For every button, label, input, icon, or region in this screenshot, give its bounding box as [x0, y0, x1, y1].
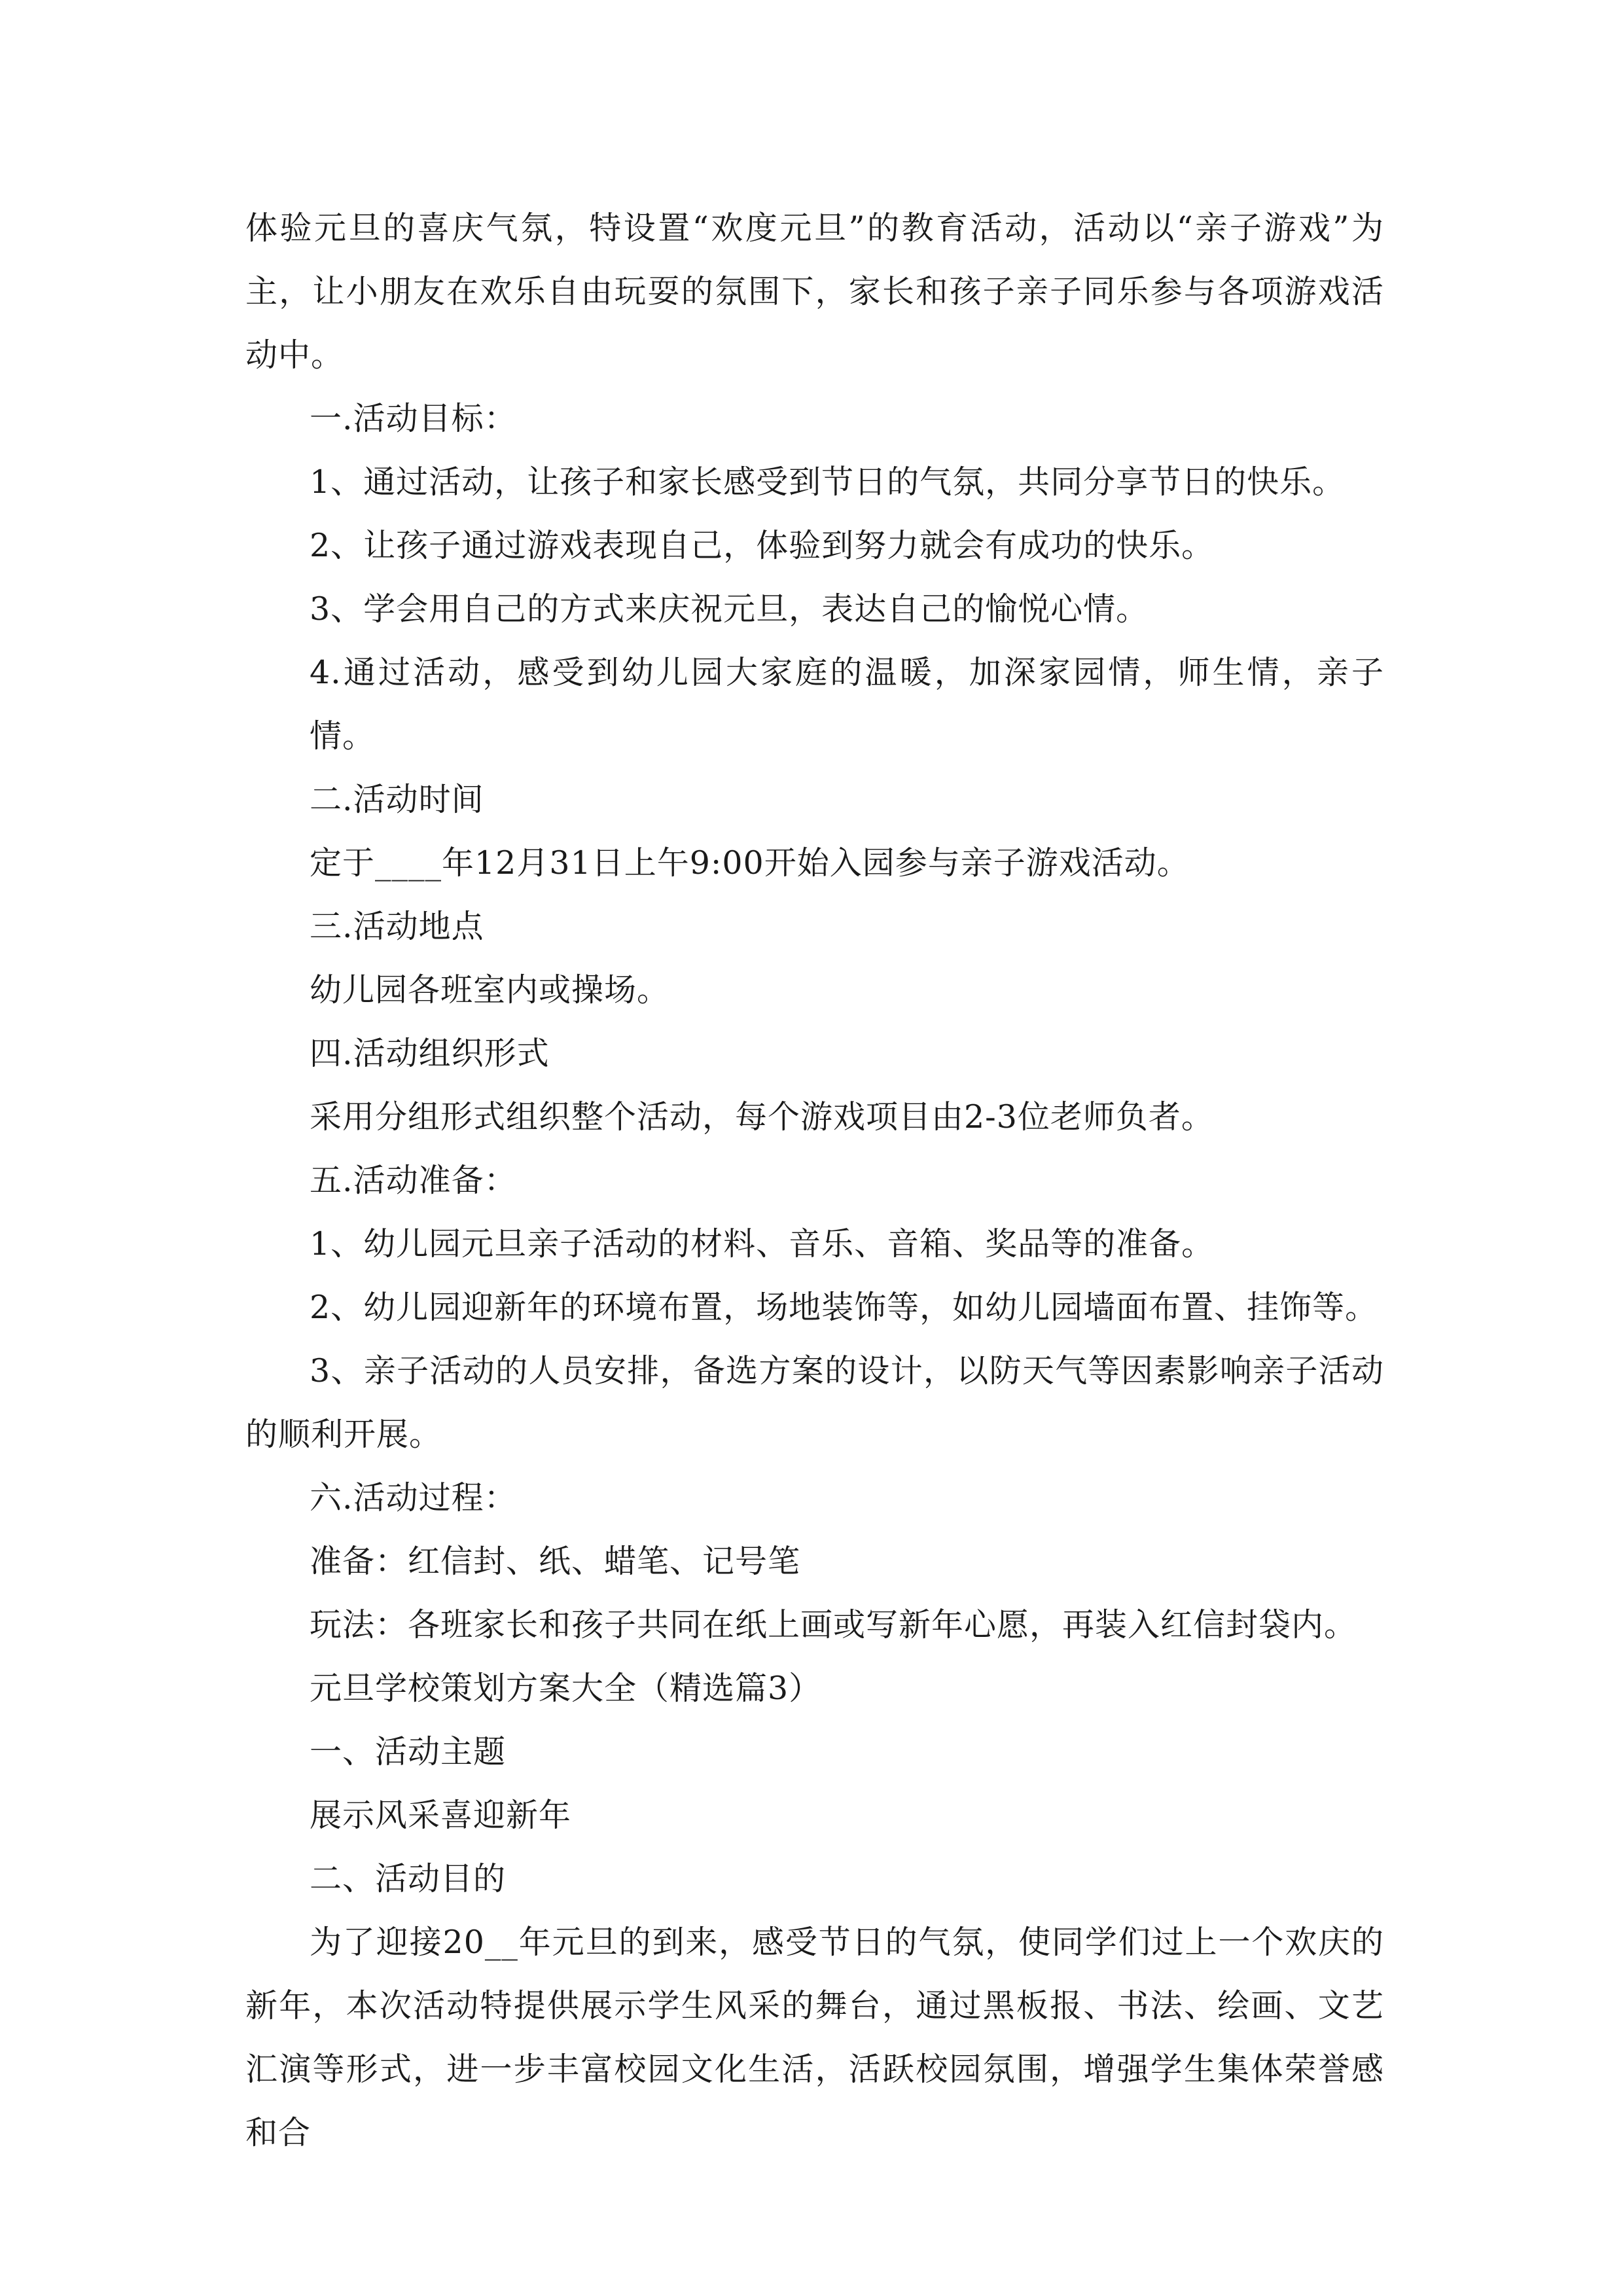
- heading-time: 二.活动时间: [310, 781, 484, 818]
- organization-detail: 采用分组形式组织整个活动，每个游戏项目由2-3位老师负者。: [310, 1098, 1214, 1136]
- goal-item-1: 1、通过活动，让孩子和家长感受到节日的气氛，共同分享节日的快乐。: [310, 463, 1346, 501]
- goal-item-2: 2、让孩子通过游戏表现自己，体验到努力就会有成功的快乐。: [310, 527, 1215, 564]
- heading-goals: 一.活动目标：: [310, 400, 517, 437]
- heading-location: 三.活动地点: [310, 908, 484, 945]
- goal-item-4: 4.通过活动，感受到幼儿园大家庭的温暖，加深家园情，师生情，亲子情。: [310, 654, 1384, 755]
- purpose-detail: 为了迎接20__年元旦的到来，感受节日的气氛，使同学们过上一个欢庆的新年，本次活动特提供展示学生风采的舞台，通过黑板报、书法、绘画、文艺汇演等形式，进一步丰富校园文化生活，活跃校园氛围，增强学生集体荣誉感和合: [245, 1924, 1384, 2151]
- process-rules: 玩法：各班家长和孩子共同在纸上画或写新年心愿，再装入红信封袋内。: [310, 1606, 1357, 1643]
- preparation-item-3: 3、亲子活动的人员安排，备选方案的设计，以防天气等因素影响亲子活动的顺利开展。: [245, 1352, 1384, 1453]
- time-detail: 定于____年12月31日上午9:00开始入园参与亲子游戏活动。: [310, 844, 1190, 882]
- theme-detail: 展示风采喜迎新年: [310, 1797, 572, 1834]
- preparation-item-1: 1、幼儿园元旦亲子活动的材料、音乐、音箱、奖品等的准备。: [310, 1225, 1215, 1263]
- heading-organization: 四.活动组织形式: [310, 1035, 550, 1072]
- location-detail: 幼儿园各班室内或操场。: [310, 971, 670, 1009]
- heading-preparation: 五.活动准备：: [310, 1162, 517, 1199]
- heading-theme: 一、活动主题: [310, 1733, 507, 1770]
- preparation-item-2: 2、幼儿园迎新年的环境布置，场地装饰等，如幼儿园墙面布置、挂饰等。: [310, 1289, 1378, 1326]
- process-materials: 准备：红信封、纸、蜡笔、记号笔: [310, 1543, 801, 1580]
- document-body: [245, 196, 1384, 2164]
- heading-process: 六.活动过程：: [310, 1479, 517, 1516]
- section-title: 元旦学校策划方案大全（精选篇3）: [310, 1670, 822, 1707]
- goal-item-3: 3、学会用自己的方式来庆祝元旦，表达自己的愉悦心情。: [310, 590, 1149, 628]
- paragraph-intro: 体验元旦的喜庆气氛，特设置“欢度元旦”的教育活动，活动以“亲子游戏”为主，让小朋友在欢乐自由玩耍的氛围下，家长和孩子亲子同乐参与各项游戏活动中。: [245, 209, 1384, 374]
- heading-purpose: 二、活动目的: [310, 1860, 507, 1897]
